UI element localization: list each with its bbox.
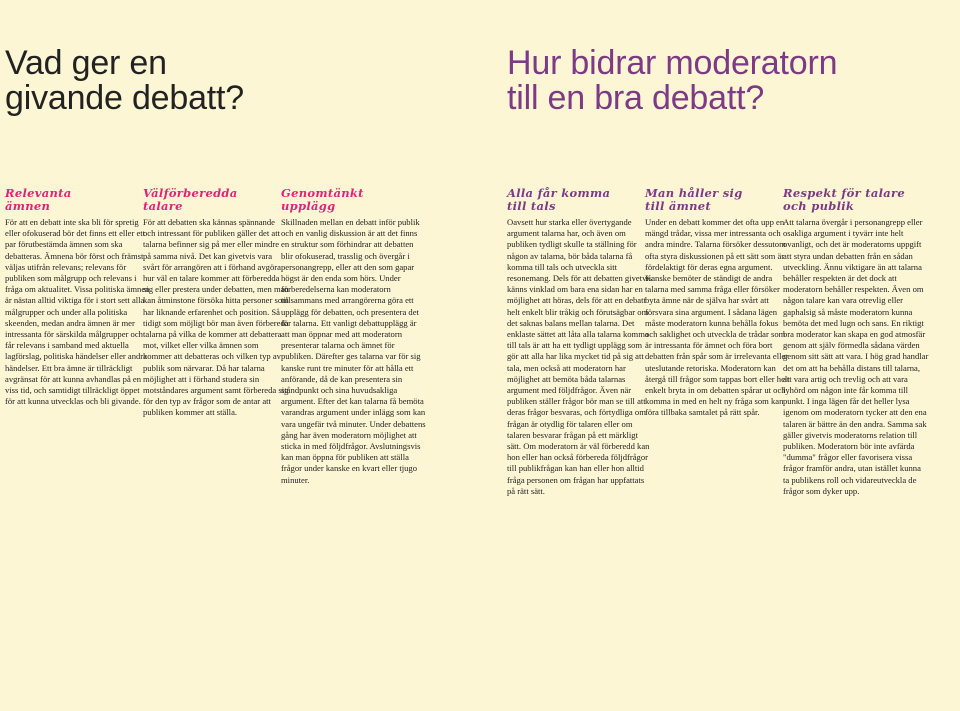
column-heading: Man håller sig till ämnet [645,186,743,213]
column-heading: Respekt för talare och publik [783,186,906,213]
column-man-haller-sig-till-amnet [645,187,791,419]
column-body: Under en debatt kommer det ofta upp en mängd trådar, vissa mer intressanta och andra mindre. Talarna försöker dessutom ofta styra diskussionen på ett sätt som är fördelaktigt för deras egna argument. Kanske bemöter de ständigt de andra talarna med samma fråga eller försöker byta ämne när de själva har svårt att försvara sina argument. I sådana lägen måste moderatorn kunna behålla fokus och saklighet och utveckla de trådar som är intressanta för ämnet och föra bort debatten från spår som är irrelevanta eller uteslutande retoriska. Moderatorn kan återgå till frågor som tappas bort eller helt enkelt bryta in om debatten spårar ut och komma in med en helt ny fråga som kan föra tillbaka samtalet på rätt spår. [645,217,790,418]
column-body: Att talarna övergår i personangrepp eller osakliga argument i tyvärr inte helt ovanligt, och det är moderatorns uppgift att styra undan debatten från en sådan utveckling. Ännu viktigare än att talarna behåller respekten är det dock att moderatorn behåller respekten. Även om någon talare kan vara otrevlig eller gaphalsig så måste moderatorn kunna bemöta det med lugn och sans. En riktigt bra moderator kan skapa en god atmosfär genom att själv förmedla sådana värden genom sitt sätt att vara. I hög grad handlar det om att ha behålla distans till talarna, att vara artig och trevlig och att vara lyhörd om någon inte får komma till punkt. I inga lägen får det heller lysa igenom om moderatorn tycker att den ena talaren är bättre än den andra. Samma sak gäller givetvis moderatorns relation till publiken. Moderatorn bör inte avfärda "dumma" frågor eller favorisera vissa frågor framför andra, utan istället kunna ta publikens roll och vidareutveckla de frågor som dyker upp. [783,217,929,496]
column-body: Skillnaden mellan en debatt inför publik och en vanlig diskussion är att det finns en struktur som förhindrar att debatten blir ofokuserad, trasslig och övergår i personangrepp, eller att den som gapar högst är den enda som hörs. Under förberedelserna kan moderatorn tillsammans med arrangörerna göra ett upplägg för debatten, och presentera det för talarna. Ett vanligt debattupplägg är att man öppnar med att moderatorn presenterar talarna och ämnet för publiken. Därefter ges talarna var för sig kanske runt tre minuter för att hålla ett anförande, då de kan presentera sin ståndpunkt och sina huvudsakliga argument. Efter det kan talarna få bemöta varandras argument under inlägg som kan vara ungefär två minuter. Under debattens gång har även moderatorn möjlighet att sticka in med följdfrågor. Avslutningsvis kan man öppna för publiken att ställa frågor under kanske en kvart eller tjugo minuter. [281,217,426,485]
column-body: Oavsett hur starka eller övertygande argument talarna har, och även om publiken tydligt skulle ta ställning för någon av talarna, bör båda talarna få komma till tals och utveckla sitt resonemang. Dels för att debatten givetvis känns vinklad om bara ena sidan har en möjlighet att höras, dels för att en debatt helt enkelt blir tråkig och förutsägbar om det saknas balans mellan talarna. Det enklaste sättet att låta alla talarna komma till tals är att ha ett tydligt upplägg som gör att alla har lika mycket tid på sig att tala, men också att moderatorn har möjlighet att bemöta båda talarnas argument med följdfrågor. Även när publiken ställer frågor bör man se till att deras frågor besvaras, och förtydliga om frågan är otydlig för talaren eller om talaren besvarar frågan på ett märkligt sätt. Om moderatorn är väl förberedd kan hon eller han också förbereda följdfrågor till publikfrågan kan han eller hon alltid fråga personen om frågan har uppfattats på rätt sätt. [507,217,653,496]
column-body: För att debatten ska kännas spännande och intressant för publiken gäller det att talarna befinner sig på mer eller mindre på samma nivå. Det kan givetvis vara svårt för arrangören att i förhand avgöra hur väl en talare kommer att förberedda sig eller prestera under debatten, men man kan åtminstone försöka hitta personer som har liknande erfarenhet och position. Så tidigt som möjligt bör man även förbereda talarna på vilka de kommer att debattera mot, vilket eller vilka ämnen som kommer att debatteras och vilken typ av publik som närvarar. Då har talarna möjlighet att i förhand studera sin motståndares argument samt förbereda sig för den typ av frågor som de antar att publiken kommer att ställa. [143,217,289,418]
column-valforberedda-talare [143,187,289,419]
column-heading: Välförberedda talare [143,186,238,213]
column-genomtankt-upplagg [281,187,427,486]
column-body: För att en debatt inte ska bli för spretig eller ofokuserad bör det finns ett eller ett par förutbestämda ämnen som ska debatteras. Ämnena bör först och främst väljas utifrån relevans; relevans för publiken som målgrupp och relevans i fråga om aktualitet. Vissa politiska ämnen är nästan alltid viktiga för i stort sett alla målgrupper och under alla politiska skeenden, medan andra ämnen är mer intressanta för särskilda målgrupper och får relevans i samband med aktuella lagförslag, politiska händelser eller andra händelser. Ett bra ämne är tillräckligt avgränsat för att kunna avhandlas på en viss tid, och samtidigt tillräckligt öppet för att kunna utvecklas och bli givande. [5,217,150,407]
right-page-title: Hur bidrar moderatorn till en bra debatt? [507,44,838,117]
column-heading: Alla får komma till tals [507,186,611,213]
column-alla-far-komma-till-tals [507,187,653,497]
left-page-title: Vad ger en givande debatt? [5,44,244,117]
column-heading: Relevanta ämnen [5,186,72,213]
column-heading: Genomtänkt upplägg [281,186,364,213]
column-respekt-for-talare [783,187,929,497]
column-relevanta-amnen [5,187,151,407]
